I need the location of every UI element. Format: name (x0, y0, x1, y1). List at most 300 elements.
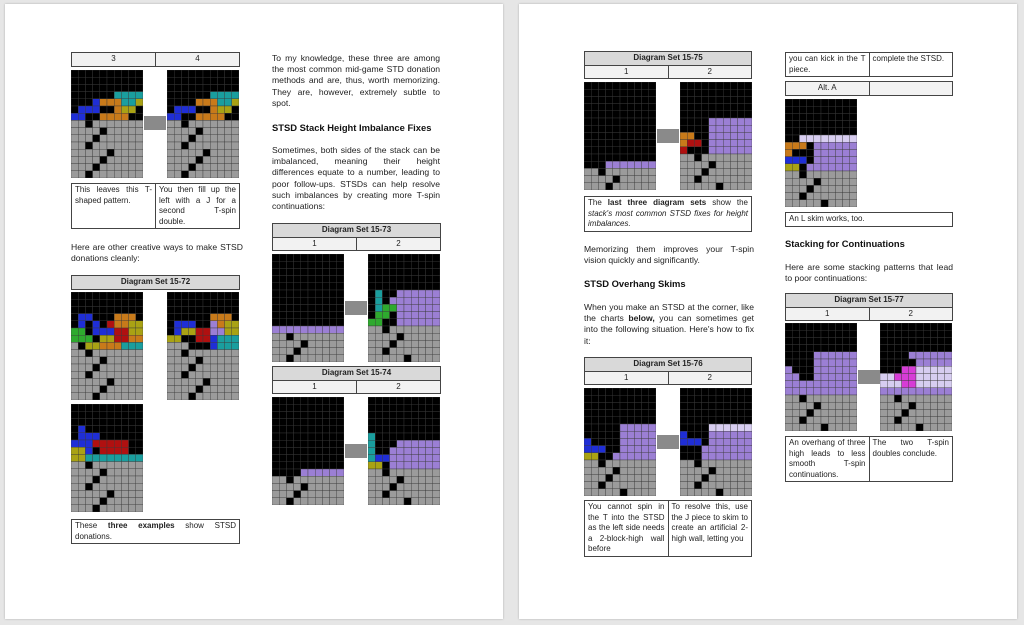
board-cell (71, 99, 78, 106)
board-cell (687, 125, 694, 132)
board-cell (814, 185, 821, 192)
board-cell (807, 388, 814, 395)
board-cell (902, 381, 909, 388)
board-cell (315, 348, 322, 355)
paragraph: To my knowledge, these three are among the most common mid-game STD donation methods and are, thus, worth memorizing. They are, however, extremely subtle to spot. (272, 53, 440, 108)
board-cell (210, 314, 217, 321)
board-cell (78, 142, 85, 149)
board-cell (880, 330, 887, 337)
board-cell (107, 92, 114, 99)
board-cell (330, 426, 337, 433)
board-cell (694, 482, 701, 489)
board-cell (93, 418, 100, 425)
board-cell (620, 132, 627, 139)
board-cell (286, 483, 293, 490)
board-cell (835, 135, 842, 142)
board-cell (606, 424, 613, 431)
board-cell (93, 70, 100, 77)
board-cell (71, 321, 78, 328)
board-diagram (272, 254, 344, 362)
board-cell (174, 357, 181, 364)
board-cell (189, 171, 196, 178)
board-cell (217, 156, 224, 163)
board-cell (702, 388, 709, 395)
board-cell (85, 357, 92, 364)
board-cell (850, 135, 857, 142)
board-cell (606, 467, 613, 474)
board-cell (938, 352, 945, 359)
board-cell (821, 417, 828, 424)
board-cell (807, 106, 814, 113)
board-cell (375, 491, 382, 498)
board-cell (916, 373, 923, 380)
board-cell (709, 482, 716, 489)
board-cell (167, 371, 174, 378)
board-cell (426, 404, 433, 411)
board-cell (584, 104, 591, 111)
board-cell (923, 402, 930, 409)
board-diagram (584, 82, 656, 190)
board-cell (210, 156, 217, 163)
board-cell (337, 455, 344, 462)
board-cell (613, 96, 620, 103)
board-cell (181, 106, 188, 113)
board-cell (85, 135, 92, 142)
board-cell (100, 306, 107, 313)
board-cell (799, 359, 806, 366)
board-cell (107, 156, 114, 163)
board-cell (225, 99, 232, 106)
board-cell (411, 297, 418, 304)
board-cell (225, 70, 232, 77)
diagram-title-table (584, 51, 752, 79)
board-cell (814, 157, 821, 164)
board-cell (709, 183, 716, 190)
board-cell (337, 304, 344, 311)
board-cell (174, 99, 181, 106)
board-cell (880, 345, 887, 352)
board-cell (687, 161, 694, 168)
board-cell (426, 419, 433, 426)
board-cell (680, 118, 687, 125)
board-cell (680, 482, 687, 489)
board-cell (850, 128, 857, 135)
board-cell (828, 135, 835, 142)
paragraph: Memorizing them improves your T-spin vision quickly and significantly. (584, 244, 754, 266)
board-cell (627, 147, 634, 154)
board-cell (716, 96, 723, 103)
board-cell (181, 342, 188, 349)
board-cell (591, 402, 598, 409)
board-cell (620, 111, 627, 118)
board-cell (203, 70, 210, 77)
board-cell (129, 135, 136, 142)
board-cell (828, 178, 835, 185)
board-cell (301, 469, 308, 476)
board-cell (821, 171, 828, 178)
board-cell (279, 304, 286, 311)
board-cell (821, 157, 828, 164)
board-cell (426, 411, 433, 418)
board-cell (627, 125, 634, 132)
board-cell (337, 483, 344, 490)
board-cell (687, 154, 694, 161)
board-cell (880, 409, 887, 416)
board-cell (598, 168, 605, 175)
board-cell (433, 433, 440, 440)
board-cell (687, 438, 694, 445)
caption-italic: stack's most common STSD fixes for height imbalances. (588, 208, 748, 228)
board-cell (121, 77, 128, 84)
board-cell (723, 417, 730, 424)
board-cell (129, 462, 136, 469)
board-cell (382, 254, 389, 261)
board-cell (217, 70, 224, 77)
board-cell (85, 447, 92, 454)
board-cell (93, 447, 100, 454)
board-cell (606, 489, 613, 496)
board-cell (375, 455, 382, 462)
board-cell (433, 254, 440, 261)
board-cell (71, 469, 78, 476)
board-cell (730, 89, 737, 96)
board-cell (620, 417, 627, 424)
board-cell (680, 104, 687, 111)
board-cell (426, 312, 433, 319)
board-cell (114, 106, 121, 113)
board-cell (301, 319, 308, 326)
board-cell (308, 476, 315, 483)
board-cell (375, 326, 382, 333)
board-cell (107, 469, 114, 476)
board-cell (649, 104, 656, 111)
board-cell (337, 419, 344, 426)
board-cell (426, 491, 433, 498)
board-cell (174, 92, 181, 99)
board-cell (279, 261, 286, 268)
board-cell (694, 410, 701, 417)
board-cell (107, 128, 114, 135)
board-cell (121, 386, 128, 393)
board-cell (716, 482, 723, 489)
board-cell (745, 140, 752, 147)
board-cell (232, 335, 239, 342)
board-cell (799, 135, 806, 142)
caption-text: show the (706, 198, 748, 207)
board-cell (279, 462, 286, 469)
board-cell (404, 440, 411, 447)
board-cell (390, 469, 397, 476)
board-cell (799, 200, 806, 207)
board-cell (606, 96, 613, 103)
board-cell (649, 489, 656, 496)
board-cell (887, 402, 894, 409)
board-cell (694, 453, 701, 460)
board-cell (181, 113, 188, 120)
board-cell (272, 333, 279, 340)
board-cell (121, 135, 128, 142)
board-cell (78, 99, 85, 106)
board-cell (174, 70, 181, 77)
board-cell (375, 411, 382, 418)
board-cell (723, 154, 730, 161)
board-cell (301, 261, 308, 268)
board-cell (71, 164, 78, 171)
board-cell (181, 357, 188, 364)
board-cell (322, 433, 329, 440)
board-cell (368, 268, 375, 275)
board-cell (792, 352, 799, 359)
board-cell (114, 433, 121, 440)
board-cell (390, 462, 397, 469)
board-cell (598, 474, 605, 481)
board-cell (598, 395, 605, 402)
board-cell (390, 476, 397, 483)
board-cell (375, 261, 382, 268)
board-cell (902, 337, 909, 344)
board-cell (745, 118, 752, 125)
board-cell (730, 82, 737, 89)
board-cell (613, 489, 620, 496)
board-cell (694, 140, 701, 147)
board-cell (337, 491, 344, 498)
board-cell (308, 319, 315, 326)
board-cell (71, 328, 78, 335)
board-cell (368, 326, 375, 333)
board-cell (279, 476, 286, 483)
board-cell (308, 254, 315, 261)
board-cell (887, 409, 894, 416)
board-cell (887, 337, 894, 344)
board-cell (828, 381, 835, 388)
board-cell (322, 348, 329, 355)
board-cell (591, 410, 598, 417)
board-cell (738, 154, 745, 161)
board-cell (232, 328, 239, 335)
board-cell (71, 120, 78, 127)
board-cell (167, 299, 174, 306)
board-cell (404, 304, 411, 311)
board-cell (709, 104, 716, 111)
board-cell (93, 292, 100, 299)
board-cell (203, 335, 210, 342)
board-cell (382, 419, 389, 426)
board-cell (930, 330, 937, 337)
board-cell (738, 417, 745, 424)
board-cell (294, 326, 301, 333)
board-cell (723, 474, 730, 481)
board-cell (627, 161, 634, 168)
board-cell (78, 483, 85, 490)
board-cell (167, 357, 174, 364)
board-cell (174, 128, 181, 135)
board-cell (709, 402, 716, 409)
board-cell (294, 283, 301, 290)
board-cell (121, 462, 128, 469)
board-cell (189, 128, 196, 135)
caption-text: The (588, 198, 608, 207)
board-cell (591, 154, 598, 161)
board-cell (745, 388, 752, 395)
board-cell (694, 132, 701, 139)
board-cell (232, 70, 239, 77)
board-cell (210, 342, 217, 349)
board-cell (121, 378, 128, 385)
board-cell (308, 491, 315, 498)
board-cell (93, 411, 100, 418)
caption-cell (72, 520, 240, 544)
board-cell (799, 164, 806, 171)
board-cell (121, 498, 128, 505)
board-cell (330, 304, 337, 311)
caption-cell: This leaves this T-shaped pattern. (72, 184, 156, 229)
board-cell (850, 381, 857, 388)
board-cell (738, 424, 745, 431)
board-cell (390, 426, 397, 433)
board-cell (71, 113, 78, 120)
board-cell (136, 328, 143, 335)
board-cell (308, 304, 315, 311)
caption-cell: You then fill up the left with a J for a second T-spin double. (156, 184, 240, 229)
board-cell (225, 321, 232, 328)
board-cell (129, 483, 136, 490)
board-cell (78, 77, 85, 84)
board-cell (880, 323, 887, 330)
board-cell (620, 154, 627, 161)
board-cell (286, 290, 293, 297)
board-cell (203, 371, 210, 378)
board-cell (167, 314, 174, 321)
board-cell (232, 314, 239, 321)
board-cell (694, 168, 701, 175)
board-cell (390, 348, 397, 355)
board-cell (426, 469, 433, 476)
board-cell (196, 77, 203, 84)
board-cell (418, 419, 425, 426)
board-cell (916, 417, 923, 424)
board-cell (807, 323, 814, 330)
board-cell (411, 483, 418, 490)
board-cell (738, 82, 745, 89)
board-cell (894, 395, 901, 402)
board-cell (315, 290, 322, 297)
board-cell (232, 84, 239, 91)
board-cell (687, 147, 694, 154)
board-cell (835, 113, 842, 120)
board-cell (181, 156, 188, 163)
board-cell (286, 297, 293, 304)
board-cell (181, 378, 188, 385)
board-cell (129, 70, 136, 77)
board-cell (828, 330, 835, 337)
board-cell (843, 395, 850, 402)
board-cell (606, 140, 613, 147)
board-cell (799, 395, 806, 402)
board-cell (814, 330, 821, 337)
board-cell (272, 476, 279, 483)
board-cell (821, 373, 828, 380)
board-cell (745, 154, 752, 161)
board-cell (792, 135, 799, 142)
board-cell (217, 77, 224, 84)
board-cell (404, 404, 411, 411)
board-cell (189, 299, 196, 306)
board-cell (620, 410, 627, 417)
board-cell (620, 446, 627, 453)
board-cell (301, 355, 308, 362)
board-cell (730, 460, 737, 467)
board-cell (196, 328, 203, 335)
board-cell (232, 350, 239, 357)
board-diagram (368, 254, 440, 362)
board-cell (189, 149, 196, 156)
board-cell (709, 410, 716, 417)
board-cell (121, 440, 128, 447)
board-cell (930, 417, 937, 424)
board-cell (167, 350, 174, 357)
board-cell (397, 290, 404, 297)
board-cell (716, 460, 723, 467)
board-cell (322, 276, 329, 283)
board-cell (225, 84, 232, 91)
board-cell (308, 440, 315, 447)
caption-bold: three examples (107, 521, 175, 530)
board-cell (880, 417, 887, 424)
board-cell (397, 411, 404, 418)
board-cell (909, 366, 916, 373)
board-cell (382, 261, 389, 268)
board-cell (107, 142, 114, 149)
board-cell (792, 178, 799, 185)
board-cell (411, 283, 418, 290)
board-cell (814, 113, 821, 120)
board-cell (100, 113, 107, 120)
board-cell (843, 135, 850, 142)
board-cell (694, 176, 701, 183)
board-cell (210, 84, 217, 91)
board-cell (71, 77, 78, 84)
board-cell (598, 446, 605, 453)
board-cell (78, 149, 85, 156)
board-cell (627, 176, 634, 183)
board-cell (723, 183, 730, 190)
board-cell (642, 438, 649, 445)
board-cell (100, 99, 107, 106)
board-cell (730, 446, 737, 453)
board-cell (225, 328, 232, 335)
board-cell (828, 323, 835, 330)
board-cell (121, 70, 128, 77)
board-cell (418, 319, 425, 326)
board-cell (129, 106, 136, 113)
board-cell (375, 355, 382, 362)
board-cell (210, 106, 217, 113)
board-cell (916, 352, 923, 359)
board-cell (114, 113, 121, 120)
board-cell (294, 483, 301, 490)
board-cell (709, 424, 716, 431)
board-cell (821, 99, 828, 106)
board-cell (938, 330, 945, 337)
board-cell (792, 337, 799, 344)
board-cell (100, 342, 107, 349)
board-cell (272, 469, 279, 476)
board-cell (821, 135, 828, 142)
board-cell (923, 337, 930, 344)
board-cell (114, 505, 121, 512)
board-cell (121, 454, 128, 461)
board-cell (694, 111, 701, 118)
